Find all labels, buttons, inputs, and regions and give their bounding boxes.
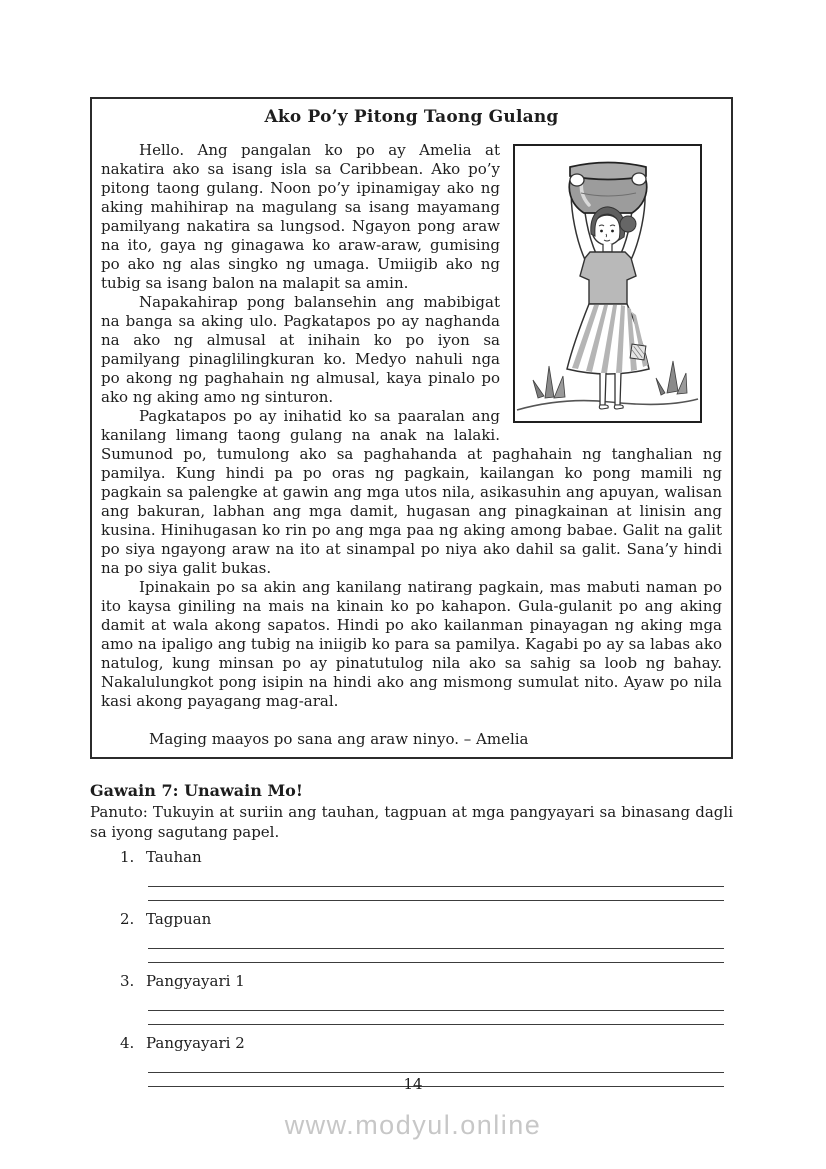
answer-line [148,873,724,887]
activity-instructions: Panuto: Tukuyin at suriin ang tauhan, tagpuan at mga pangyayari sa binasang dagli sa iyong sagutang papel. [90,803,733,841]
watermark: www.modyul.online [284,1110,542,1140]
list-item-tauhan [90,848,733,901]
answer-line [148,1059,724,1073]
answer-line [148,935,724,949]
item-label: Tagpuan [146,910,212,928]
list-item-tagpuan [90,910,733,963]
list-item-pangyayari-1 [90,972,733,1025]
item-label: Pangyayari 1 [146,972,245,990]
item-number: 1. [120,848,135,866]
page-content [90,97,733,1096]
item-number: 2. [120,910,135,928]
answer-line [148,997,724,1011]
answer-line [148,887,724,901]
story-paragraph: Hello. Ang pangalan ko po ay Amelia at nakatira ako sa isang isla sa Caribbean. Ako po’y pitong taong gulang. Noon po’y ipinamigay ako ng aking mahihirap na magulang sa isang mayamang pamilyang nakatira sa lungsod. Ngayon pong araw na ito, gaya ng ginagawa ko araw-araw, gumising po ako ng alas singko ng umaga. Umiigib ako ng tubig sa isang balon na malapit sa amin. [101,141,500,292]
grass-right [656,361,687,395]
story-box [90,97,733,759]
item-number: 3. [120,972,135,990]
story-title: Ako Po’y Pitong Taong Gulang [264,107,559,127]
page-number: 14 [403,1075,423,1093]
grass-left [533,366,565,398]
story-illustration-frame [513,144,702,423]
item-label: Pangyayari 2 [146,1034,245,1052]
story-paragraph: Ipinakain po sa akin ang kanilang natirang pagkain, mas mabuti naman po ito kaysa giniling na mais na kinain ko po kahapon. Gula-gulanit po ang aking damit at wala akong sapatos. Hindi po ako kailanman pinayagan ng aking mga amo na ipaligo ang tubig na iniigib ko para sa pamilya. Kagabi po ay sa labas ako natulog, kung minsan po ay pinatutulog nila ako sa sahig sa loob ng bahay. Nakalulungkot pong isipin na hindi ako ang mismong sumulat nito. Ayaw po nila kasi akong payagang mag-aral. [101,578,722,710]
item-number: 4. [120,1034,135,1052]
story-closing-line: Maging maayos po sana ang araw ninyo. – Amelia [149,730,529,748]
answer-line [148,949,724,963]
story-paragraph: Napakahirap pong balansehin ang mabibigat na banga sa aking ulo. Pagkatapos po ay naghanda na ako ng almusal at inihain ko po iyon sa pamilyang pinaglilingkuran ko. Medyo nahuli nga po akong ng paghahain ng almusal, kaya pinalo po ako ng aking amo ng sinturon. [101,293,500,406]
girl-with-pot-illustration [515,146,700,421]
activity-section [90,781,733,1087]
activity-heading: Gawain 7: Unawain Mo! [90,781,303,800]
story-paragraph: Pagkatapos po ay inihatid ko sa paaralan ang kanilang limang taong gulang na anak na lalaki. Sumunod po, tumulong ako sa paghahanda at paghahain ng tanghalian ng pamilya. Kung hindi pa po oras ng pagkain, kailangan ko pong mamili ng pagkain sa palengke at gawin ang mga utos nila, asikasuhin ang apuyan, walisan ang bakuran, labhan ang mga damit, hugasan ang pinagkainan at linisin ang kusina. Hinihugasan ko rin po ang mga paa ng aking among babae. Galit na galit po siya ngayong araw na ito at sinampal po niya ako dahil sa galit. Sana’y hindi na po siya galit bukas. [101,407,722,577]
item-label: Tauhan [146,848,202,866]
answer-line [148,1011,724,1025]
activity-list [90,848,733,1087]
